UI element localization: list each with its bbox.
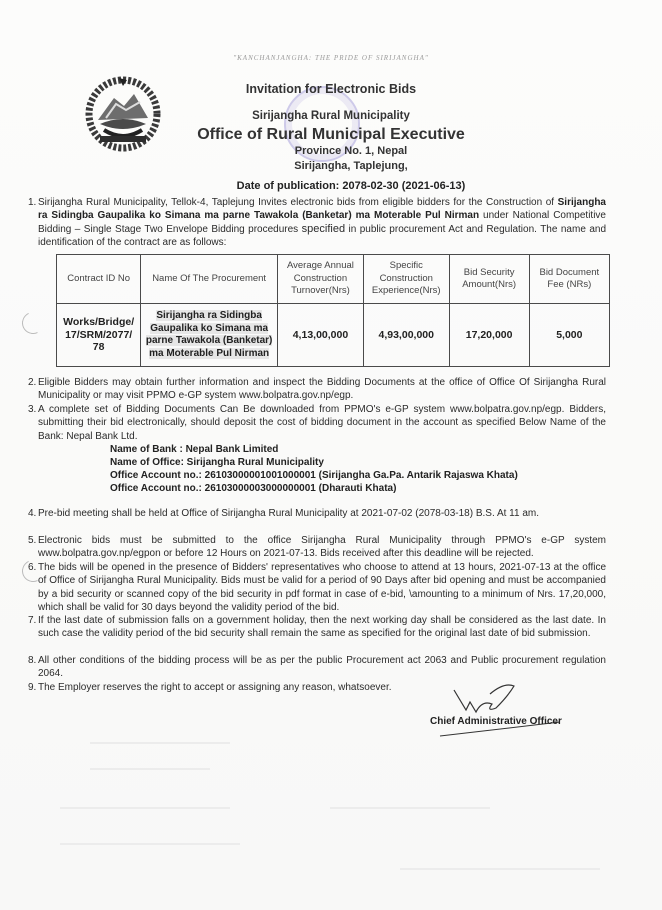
show-through-mark bbox=[90, 742, 230, 744]
col-contract-id: Contract ID No bbox=[57, 255, 141, 304]
punch-hole-mark bbox=[19, 309, 47, 337]
project-name: Sirijangha ra Sidingba Gaupalika ko Simana ma parne Tawakola (Banketar) ma Moterable Pul Nirman bbox=[38, 197, 606, 222]
clause-7: 7. If the last date of submission falls on a government holiday, then the next working day shall be considered as the last date. In such case the validity period of the bid security shall remain the same as specified for the original last date of bid submission. bbox=[28, 615, 606, 640]
table-row bbox=[57, 304, 610, 367]
clause-3: 3. A complete set of Bidding Documents Can Be downloaded from PPMO's e-GP system www.bolpatra.gov.np/egp. Bidders, submitting their bid electronically, should deposit the cost of bidding document in the account as specified Below Name of the Bank: Nepal Bank Ltd. bbox=[28, 404, 606, 442]
show-through-mark bbox=[60, 843, 240, 845]
clause-5: 5. Electronic bids must be submitted to the office Sirijangha Rural Municipality through PPMO's e-GP system www.bolpatra.gov.np/egpon or before 12 Hours on 2021-07-13. Bids received after this deadline will be rejected. bbox=[28, 535, 606, 560]
show-through-mark bbox=[60, 807, 230, 809]
contract-table bbox=[56, 254, 610, 367]
turnover-value: 4,13,00,000 bbox=[277, 304, 363, 367]
signature-icon bbox=[430, 682, 560, 742]
col-bid-security: Bid Security Amount(Nrs) bbox=[449, 255, 529, 304]
col-experience: Specific Construction Experience(Nrs) bbox=[363, 255, 449, 304]
table-header-row bbox=[57, 255, 610, 304]
procurement-name: Sirijangha ra Sidingba Gaupalika ko Simana ma parne Tawakola (Banketar) ma Moterable Pul Nirman bbox=[141, 304, 278, 367]
bid-security-value: 17,20,000 bbox=[449, 304, 529, 367]
clause-9: 9. The Employer reserves the right to accept or assigning any reason, whatsoever. bbox=[28, 682, 392, 693]
clause-2: 2. Eligible Bidders may obtain further information and inspect the Bidding Documents at the office of Office Of Sirijangha Rural Municipality or may visit PPMO e-GP system www.bolpatra.gov.np/egp. bbox=[28, 377, 606, 402]
signatory-title: Chief Administrative Officer bbox=[430, 716, 562, 727]
show-through-mark bbox=[90, 768, 210, 770]
col-turnover: Average Annual Construction Turnover(Nrs) bbox=[277, 255, 363, 304]
office-name: Office of Rural Municipal Executive bbox=[197, 126, 465, 143]
bank-account-2: Office Account no.: 26103000003000000001 (Dharauti Khata) bbox=[110, 483, 397, 494]
municipality-name: Sirijangha Rural Municipality bbox=[252, 110, 410, 122]
motto: "KANCHANJANGHA: THE PRIDE OF SIRIJANGHA" bbox=[233, 54, 429, 62]
document-title: Invitation for Electronic Bids bbox=[245, 82, 417, 96]
bank-office-name: Name of Office: Sirijangha Rural Municipality bbox=[110, 457, 324, 468]
clause-6: 6. The bids will be opened in the presence of Bidders' representatives who choose to attend at 13 hours, 2021-07-13 at the office of Office of Sirijangha Rural Municipality. Bids must be valid for a period of 90 Days after bid opening and must be accompanied by a bid security or scanned copy of the bid security in pdf format in case of e-bid, \amounting to a minimum of Nrs. 17,20,000, which shall be valid for 30 days beyond the validity period of the bid. bbox=[28, 562, 606, 614]
clause-1: 1. Sirijangha Rural Municipality, Tellok-4, Taplejung Invites electronic bids from eligible bidders for the Construction of Sirijangha ra Sidingba Gaupalika ko Simana ma parne Tawakola (Banketar) ma Moterable Pul Nirman under National Competitive Bidding – Single Stage Two Envelope Bidding procedures specified in public procurement Act and Regulation. The name and identification of the contract are as follows: bbox=[28, 197, 607, 249]
contract-id: Works/Bridge/ 17/SRM/2077/ 78 bbox=[57, 304, 141, 367]
experience-value: 4,93,00,000 bbox=[363, 304, 449, 367]
publication-date: Date of publication: 2078-02-30 (2021-06-13) bbox=[236, 180, 466, 192]
province: Province No. 1, Nepal bbox=[294, 145, 408, 157]
bank-name: Name of Bank : Nepal Bank Limited bbox=[110, 444, 279, 455]
show-through-mark bbox=[400, 868, 600, 870]
bank-account-1: Office Account no.: 26103000001001000001 (Sirijangha Ga.Pa. Antarik Rajaswa Khata) bbox=[110, 470, 518, 481]
clause-4: 4. Pre-bid meeting shall be held at Office of Sirijangha Rural Municipality at 2021-07-02 (2078-03-18) B.S. At 11 am. bbox=[28, 508, 540, 519]
doc-fee-value: 5,000 bbox=[529, 304, 609, 367]
col-doc-fee: Bid Document Fee (NRs) bbox=[529, 255, 609, 304]
clause-8: 8. All other conditions of the bidding process will be as per the public Procurement act 2063 and Public procurement regulation 2064. bbox=[28, 655, 606, 680]
col-procurement-name: Name Of The Procurement bbox=[141, 255, 278, 304]
show-through-mark bbox=[330, 807, 490, 809]
address: Sirijangha, Taplejung, bbox=[294, 160, 408, 172]
